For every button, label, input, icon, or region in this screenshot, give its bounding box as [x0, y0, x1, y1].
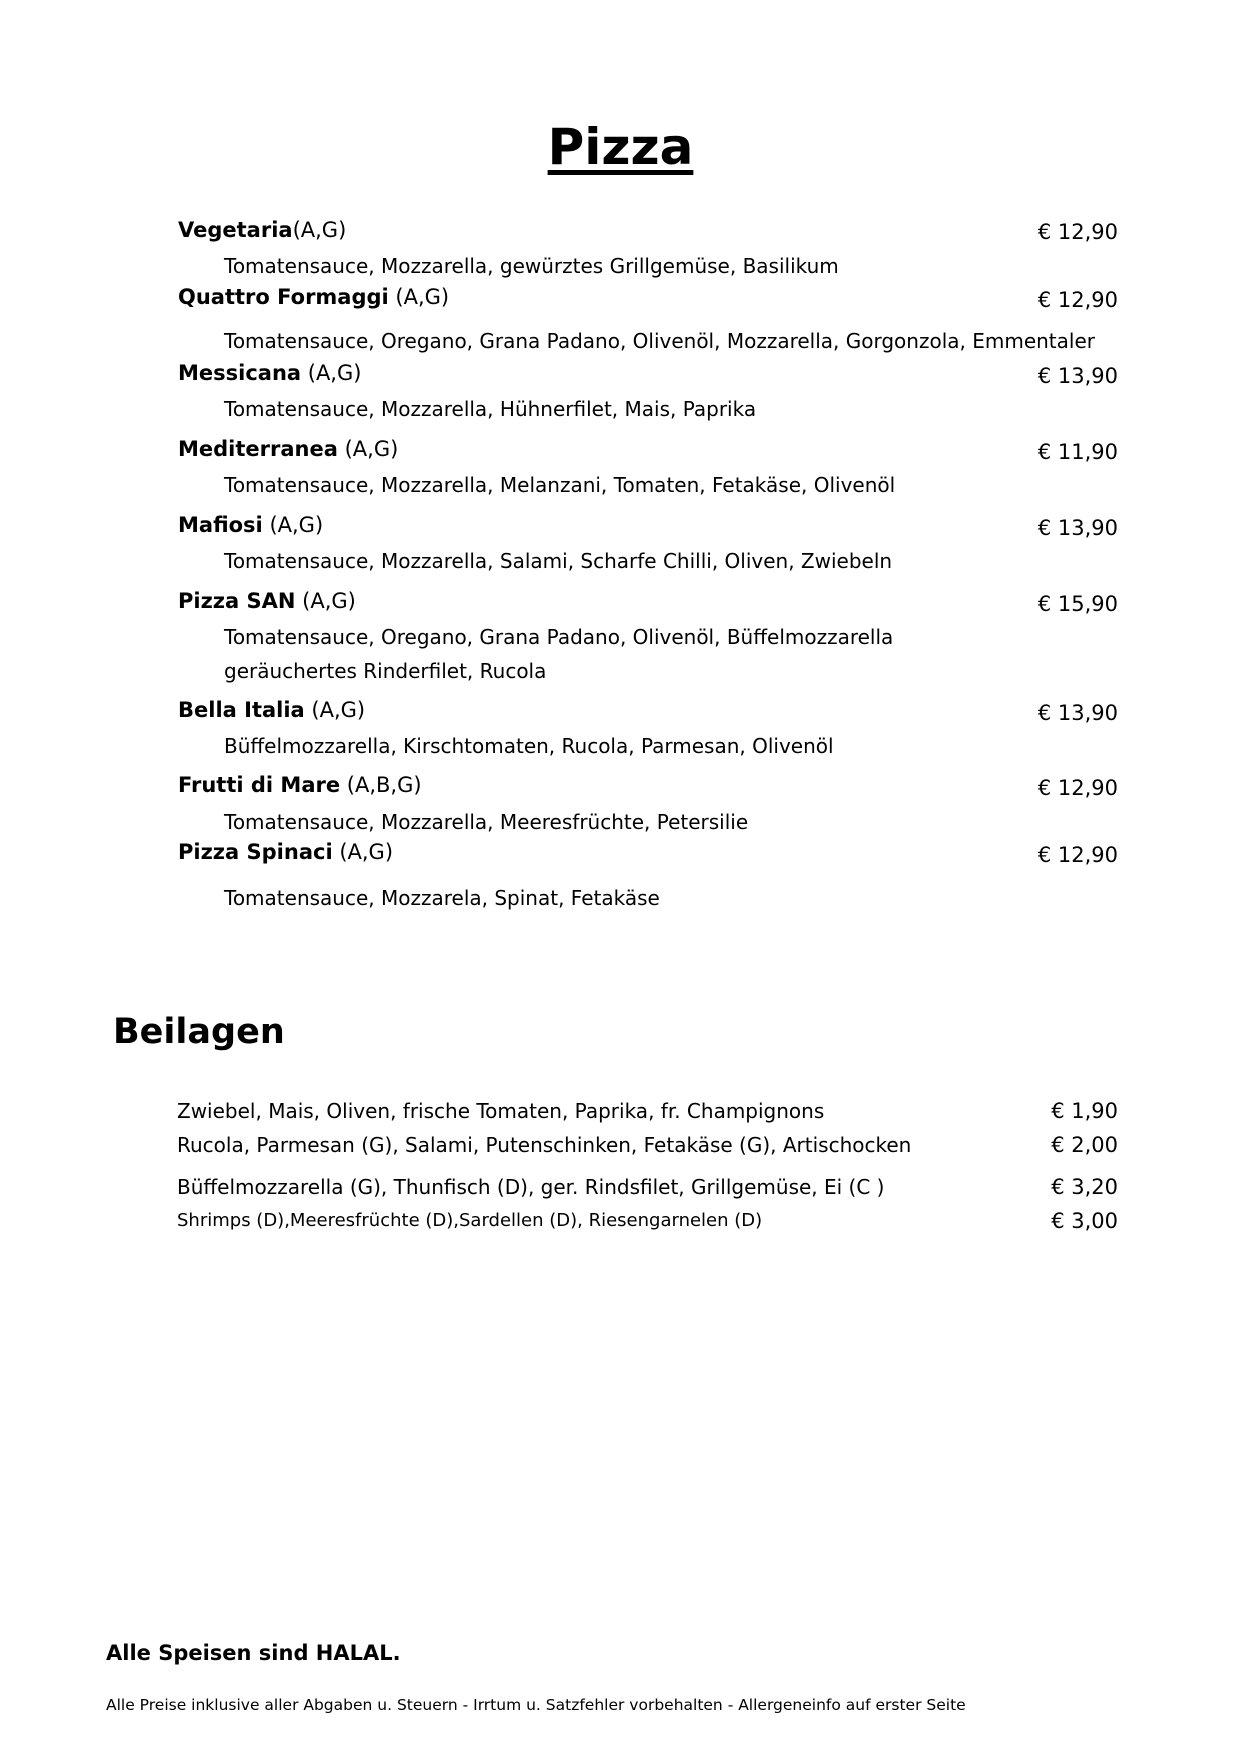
menu-item-name: Mafiosi (A,G) [178, 513, 324, 537]
menu-item-description: Tomatensauce, Mozzarella, Salami, Scharfe Chilli, Oliven, Zwiebeln [224, 549, 893, 573]
side-item-price: € 1,90 [1051, 1099, 1118, 1123]
menu-item-description: Tomatensauce, Mozzarela, Spinat, Fetakäse [224, 886, 660, 910]
menu-item-price: € 13,90 [1037, 516, 1118, 540]
side-item-price: € 3,20 [1051, 1175, 1118, 1199]
side-item-text: Rucola, Parmesan (G), Salami, Putenschinken, Fetakäse (G), Artischocken [177, 1133, 912, 1157]
menu-item-price: € 11,90 [1037, 440, 1118, 464]
side-item-price: € 2,00 [1051, 1133, 1118, 1157]
menu-item-price: € 12,90 [1037, 843, 1118, 867]
side-item-text: Büffelmozzarella (G), Thunfisch (D), ger. Rindsfilet, Grillgemüse, Ei (C ) [177, 1175, 885, 1199]
menu-item-name: Vegetaria(A,G) [178, 218, 347, 242]
menu-item-description: Tomatensauce, Oregano, Grana Padano, Olivenöl, Mozzarella, Gorgonzola, Emmentaler [224, 329, 1095, 353]
menu-item-price: € 12,90 [1037, 288, 1118, 312]
menu-item-name: Mediterranea (A,G) [178, 437, 399, 461]
menu-item-description: Tomatensauce, Mozzarella, Meeresfrüchte, Petersilie [224, 810, 749, 834]
menu-item-price: € 15,90 [1037, 592, 1118, 616]
menu-item-description: Tomatensauce, Mozzarella, gewürztes Grillgemüse, Basilikum [224, 254, 839, 278]
menu-item-description: geräuchertes Rinderfilet, Rucola [224, 659, 547, 683]
menu-item-name: Pizza SAN (A,G) [178, 589, 356, 613]
menu-item-name: Pizza Spinaci (A,G) [178, 840, 394, 864]
side-item-text: Shrimps (D),Meeresfrüchte (D),Sardellen (D), Riesengarnelen (D) [177, 1210, 763, 1231]
menu-item-price: € 13,90 [1037, 364, 1118, 388]
menu-item-description: Büffelmozzarella, Kirschtomaten, Rucola, Parmesan, Olivenöl [224, 734, 834, 758]
menu-item-description: Tomatensauce, Oregano, Grana Padano, Olivenöl, Büffelmozzarella [224, 625, 894, 649]
menu-item-price: € 13,90 [1037, 701, 1118, 725]
side-item-text: Zwiebel, Mais, Oliven, frische Tomaten, Paprika, fr. Champignons [177, 1099, 825, 1123]
menu-item-name: Frutti di Mare (A,B,G) [178, 773, 422, 797]
menu-item-price: € 12,90 [1037, 220, 1118, 244]
menu-item-price: € 12,90 [1037, 776, 1118, 800]
footer-note: Alle Preise inklusive aller Abgaben u. Steuern - Irrtum u. Satzfehler vorbehalten - Allergeneinfo auf erster Seite [106, 1696, 966, 1714]
menu-item-description: Tomatensauce, Mozzarella, Hühnerfilet, Mais, Paprika [224, 397, 757, 421]
menu-item-description: Tomatensauce, Mozzarella, Melanzani, Tomaten, Fetakäse, Olivenöl [224, 473, 896, 497]
menu-item-name: Quattro Formaggi (A,G) [178, 285, 450, 309]
side-item-price: € 3,00 [1051, 1209, 1118, 1233]
section-title-beilagen: Beilagen [113, 1012, 285, 1052]
menu-item-name: Messicana (A,G) [178, 361, 362, 385]
page-title: Pizza [547, 118, 694, 176]
halal-note: Alle Speisen sind HALAL. [106, 1641, 401, 1665]
menu-item-name: Bella Italia (A,G) [178, 698, 366, 722]
